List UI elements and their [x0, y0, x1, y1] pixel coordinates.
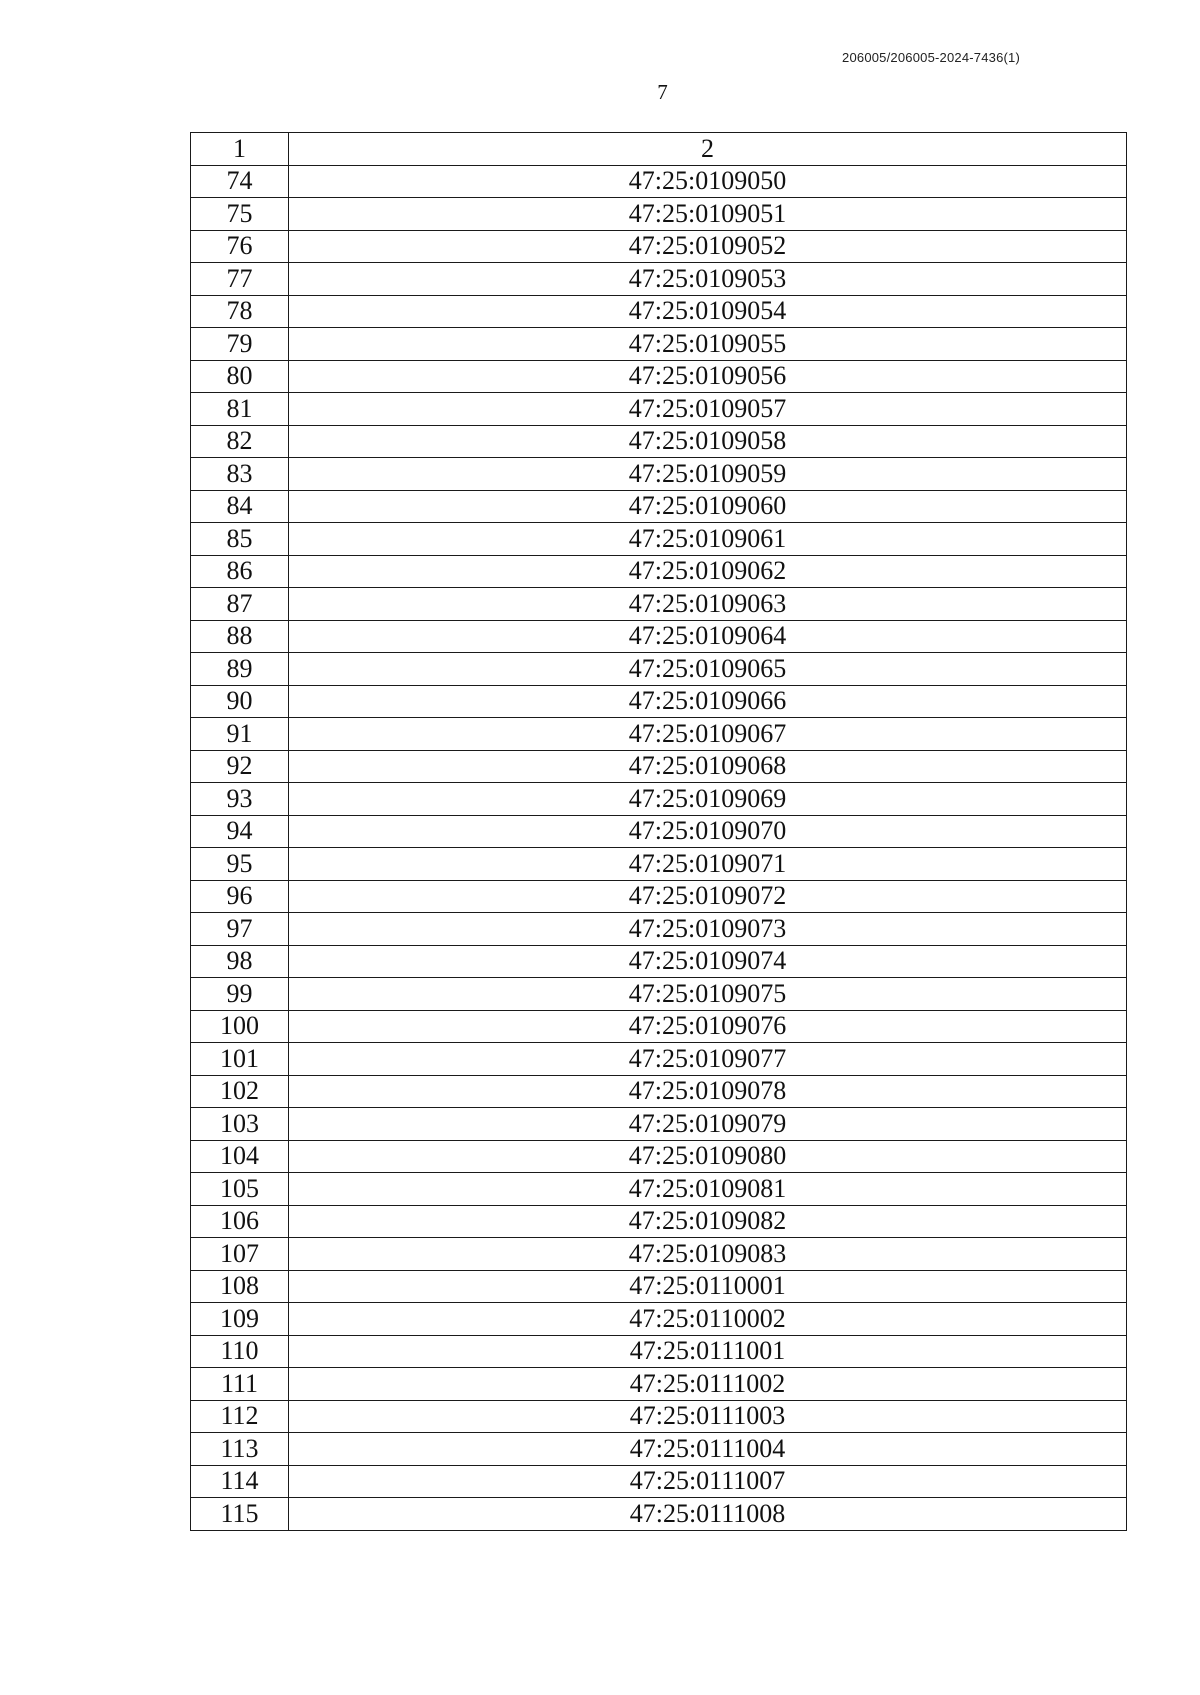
cadastral-number-cell: 47:25:0109055	[289, 328, 1127, 361]
row-number-cell: 85	[191, 523, 289, 556]
row-number-cell: 107	[191, 1238, 289, 1271]
cadastral-number-cell: 47:25:0109053	[289, 263, 1127, 296]
row-number-cell: 106	[191, 1205, 289, 1238]
row-number-cell: 113	[191, 1433, 289, 1466]
cadastral-number-cell: 47:25:0111002	[289, 1368, 1127, 1401]
page-number: 7	[657, 80, 668, 104]
cadastral-number-cell: 47:25:0109062	[289, 555, 1127, 588]
table-row	[191, 1465, 1127, 1498]
row-number-cell: 115	[191, 1498, 289, 1531]
row-number-cell: 99	[191, 978, 289, 1011]
table-row	[191, 1400, 1127, 1433]
table-body	[191, 165, 1127, 1530]
row-number-cell: 109	[191, 1303, 289, 1336]
table-row	[191, 1140, 1127, 1173]
cadastral-number-cell: 47:25:0109083	[289, 1238, 1127, 1271]
cadastral-number-cell: 47:25:0110001	[289, 1270, 1127, 1303]
row-number-cell: 97	[191, 913, 289, 946]
cadastral-number-cell: 47:25:0109061	[289, 523, 1127, 556]
cadastral-number-cell: 47:25:0109063	[289, 588, 1127, 621]
row-number-cell: 96	[191, 880, 289, 913]
cadastral-number-cell: 47:25:0109058	[289, 425, 1127, 458]
cadastral-number-cell: 47:25:0109052	[289, 230, 1127, 263]
cadastral-number-cell: 47:25:0111007	[289, 1465, 1127, 1498]
cadastral-number-cell: 47:25:0109051	[289, 198, 1127, 231]
row-number-cell: 91	[191, 718, 289, 751]
cadastral-number-cell: 47:25:0111004	[289, 1433, 1127, 1466]
row-number-cell: 103	[191, 1108, 289, 1141]
table-row	[191, 1368, 1127, 1401]
row-number-cell: 100	[191, 1010, 289, 1043]
table-row	[191, 1075, 1127, 1108]
table-row	[191, 165, 1127, 198]
table-row	[191, 1205, 1127, 1238]
table-row	[191, 393, 1127, 426]
cadastral-number-cell: 47:25:0109082	[289, 1205, 1127, 1238]
cadastral-number-cell: 47:25:0109081	[289, 1173, 1127, 1206]
row-number-cell: 75	[191, 198, 289, 231]
row-number-cell: 108	[191, 1270, 289, 1303]
table-row	[191, 263, 1127, 296]
column-header-2: 2	[289, 133, 1127, 166]
table-row	[191, 1433, 1127, 1466]
column-header-1: 1	[191, 133, 289, 166]
row-number-cell: 77	[191, 263, 289, 296]
row-number-cell: 88	[191, 620, 289, 653]
cadastral-number-cell: 47:25:0109064	[289, 620, 1127, 653]
table-row	[191, 945, 1127, 978]
row-number-cell: 80	[191, 360, 289, 393]
row-number-cell: 105	[191, 1173, 289, 1206]
row-number-cell: 93	[191, 783, 289, 816]
table-row	[191, 848, 1127, 881]
row-number-cell: 79	[191, 328, 289, 361]
table-row	[191, 1108, 1127, 1141]
table-row	[191, 198, 1127, 231]
table-row	[191, 360, 1127, 393]
table-row	[191, 1335, 1127, 1368]
table-row	[191, 1238, 1127, 1271]
cadastral-table	[190, 132, 1127, 1531]
row-number-cell: 83	[191, 458, 289, 491]
table-row	[191, 588, 1127, 621]
cadastral-number-cell: 47:25:0109059	[289, 458, 1127, 491]
row-number-cell: 92	[191, 750, 289, 783]
cadastral-number-cell: 47:25:0109056	[289, 360, 1127, 393]
table-row	[191, 1498, 1127, 1531]
cadastral-number-cell: 47:25:0109060	[289, 490, 1127, 523]
row-number-cell: 102	[191, 1075, 289, 1108]
table-row	[191, 1173, 1127, 1206]
cadastral-number-cell: 47:25:0109057	[289, 393, 1127, 426]
table-row	[191, 523, 1127, 556]
table-row	[191, 555, 1127, 588]
cadastral-number-cell: 47:25:0109075	[289, 978, 1127, 1011]
row-number-cell: 111	[191, 1368, 289, 1401]
cadastral-number-cell: 47:25:0109077	[289, 1043, 1127, 1076]
table-header-row	[191, 133, 1127, 166]
table-row	[191, 783, 1127, 816]
cadastral-number-cell: 47:25:0111003	[289, 1400, 1127, 1433]
table-row	[191, 913, 1127, 946]
row-number-cell: 87	[191, 588, 289, 621]
row-number-cell: 90	[191, 685, 289, 718]
row-number-cell: 84	[191, 490, 289, 523]
cadastral-number-cell: 47:25:0109066	[289, 685, 1127, 718]
cadastral-number-cell: 47:25:0110002	[289, 1303, 1127, 1336]
cadastral-number-cell: 47:25:0109065	[289, 653, 1127, 686]
cadastral-number-cell: 47:25:0111001	[289, 1335, 1127, 1368]
cadastral-number-cell: 47:25:0109050	[289, 165, 1127, 198]
row-number-cell: 94	[191, 815, 289, 848]
row-number-cell: 112	[191, 1400, 289, 1433]
cadastral-number-cell: 47:25:0109071	[289, 848, 1127, 881]
row-number-cell: 76	[191, 230, 289, 263]
cadastral-number-cell: 47:25:0109079	[289, 1108, 1127, 1141]
table-row	[191, 458, 1127, 491]
cadastral-number-cell: 47:25:0109076	[289, 1010, 1127, 1043]
row-number-cell: 78	[191, 295, 289, 328]
data-table	[190, 132, 1127, 1531]
table-row	[191, 718, 1127, 751]
row-number-cell: 101	[191, 1043, 289, 1076]
table-row	[191, 1270, 1127, 1303]
table-row	[191, 815, 1127, 848]
table-row	[191, 490, 1127, 523]
row-number-cell: 114	[191, 1465, 289, 1498]
cadastral-number-cell: 47:25:0109069	[289, 783, 1127, 816]
cadastral-number-cell: 47:25:0109080	[289, 1140, 1127, 1173]
row-number-cell: 74	[191, 165, 289, 198]
table-row	[191, 1043, 1127, 1076]
cadastral-number-cell: 47:25:0109078	[289, 1075, 1127, 1108]
table-row	[191, 295, 1127, 328]
cadastral-number-cell: 47:25:0111008	[289, 1498, 1127, 1531]
cadastral-number-cell: 47:25:0109067	[289, 718, 1127, 751]
cadastral-number-cell: 47:25:0109054	[289, 295, 1127, 328]
row-number-cell: 98	[191, 945, 289, 978]
row-number-cell: 82	[191, 425, 289, 458]
table-row	[191, 620, 1127, 653]
table-row	[191, 685, 1127, 718]
row-number-cell: 95	[191, 848, 289, 881]
row-number-cell: 86	[191, 555, 289, 588]
document-id: 206005/206005-2024-7436(1)	[842, 50, 1020, 65]
table-row	[191, 653, 1127, 686]
row-number-cell: 81	[191, 393, 289, 426]
row-number-cell: 89	[191, 653, 289, 686]
table-row	[191, 328, 1127, 361]
row-number-cell: 110	[191, 1335, 289, 1368]
table-row	[191, 230, 1127, 263]
table-row	[191, 880, 1127, 913]
table-row	[191, 425, 1127, 458]
cadastral-number-cell: 47:25:0109070	[289, 815, 1127, 848]
cadastral-number-cell: 47:25:0109068	[289, 750, 1127, 783]
row-number-cell: 104	[191, 1140, 289, 1173]
table-row	[191, 1303, 1127, 1336]
table-row	[191, 1010, 1127, 1043]
table-row	[191, 978, 1127, 1011]
cadastral-number-cell: 47:25:0109072	[289, 880, 1127, 913]
cadastral-number-cell: 47:25:0109073	[289, 913, 1127, 946]
table-row	[191, 750, 1127, 783]
cadastral-number-cell: 47:25:0109074	[289, 945, 1127, 978]
